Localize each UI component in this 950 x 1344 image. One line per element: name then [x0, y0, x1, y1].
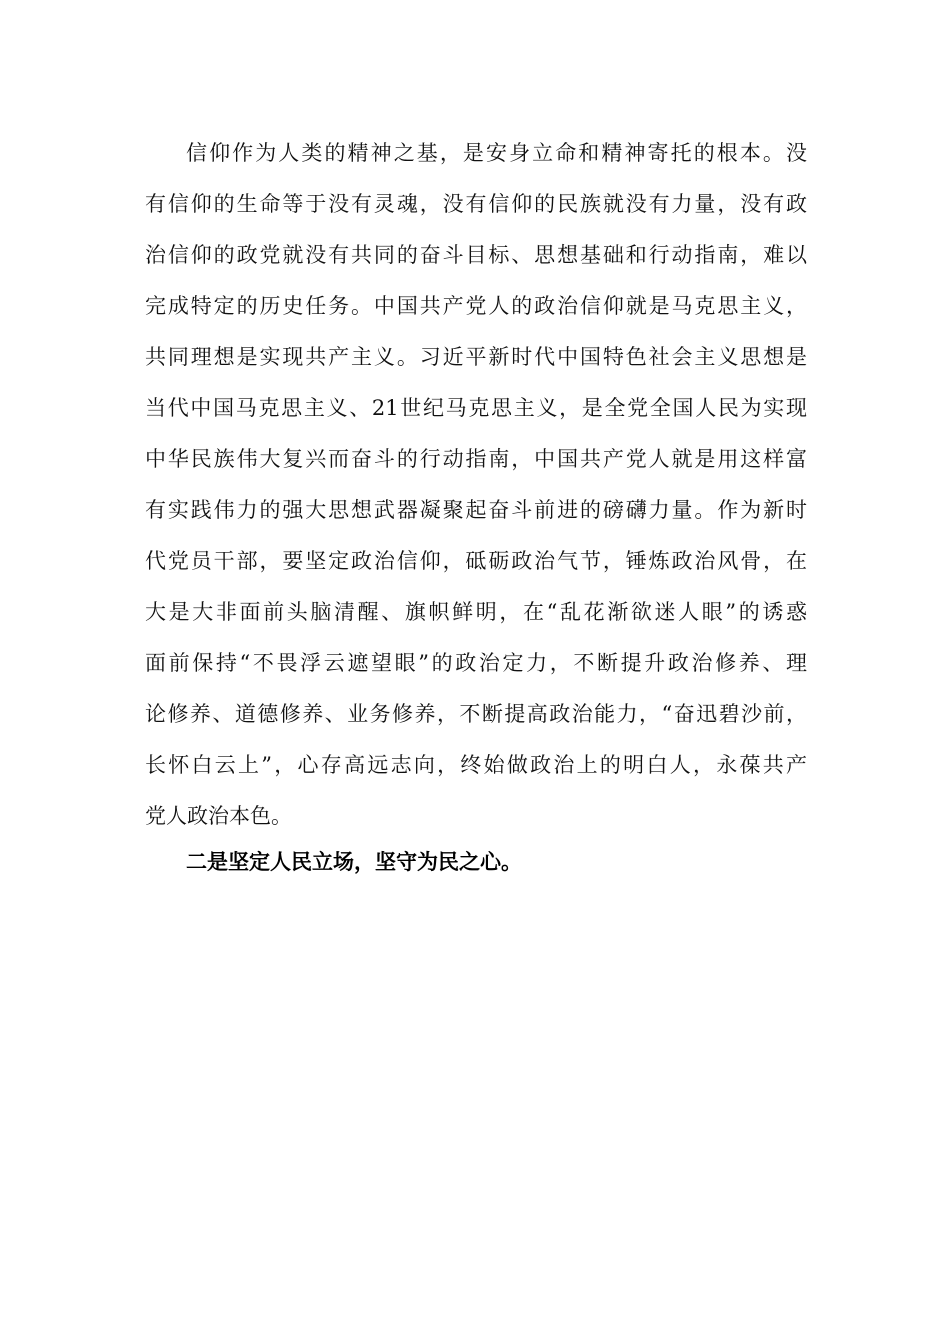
paragraph-line: 完成特定的历史任务。中国共产党人的政治信仰就是马克思主义， [145, 294, 807, 318]
paragraph-line: 长怀白云上”，心存高远志向，终始做政治上的明白人，永葆共产 [145, 753, 807, 777]
paragraph-line: 代党员干部，要坚定政治信仰，砥砺政治气节，锤炼政治风骨，在 [145, 549, 807, 573]
paragraph-line: 共同理想是实现共产主义。习近平新时代中国特色社会主义思想是 [145, 345, 807, 369]
paragraph-line: 有实践伟力的强大思想武器凝聚起奋斗前进的磅礴力量。作为新时 [145, 498, 807, 522]
paragraph-line: 中华民族伟大复兴而奋斗的行动指南，中国共产党人就是用这样富 [145, 447, 807, 471]
paragraph-line: 面前保持“不畏浮云遮望眼”的政治定力，不断提升政治修养、理 [145, 651, 807, 675]
paragraph-line: 信仰作为人类的精神之基，是安身立命和精神寄托的根本。没 [186, 141, 807, 165]
section-heading: 二是坚定人民立场，坚守为民之心。 [186, 850, 522, 874]
paragraph-line: 当代中国马克思主义、21世纪马克思主义，是全党全国人民为实现 [145, 396, 807, 420]
paragraph-line: 大是大非面前头脑清醒、旗帜鲜明，在“乱花渐欲迷人眼”的诱惑 [145, 600, 807, 624]
paragraph-line: 治信仰的政党就没有共同的奋斗目标、思想基础和行动指南，难以 [145, 243, 807, 267]
paragraph-line: 党人政治本色。 [145, 804, 292, 828]
paragraph-line: 有信仰的生命等于没有灵魂，没有信仰的民族就没有力量，没有政 [145, 192, 807, 216]
body-paragraph [145, 128, 807, 842]
paragraph-line: 论修养、道德修养、业务修养，不断提高政治能力，“奋迅碧沙前， [145, 702, 807, 726]
